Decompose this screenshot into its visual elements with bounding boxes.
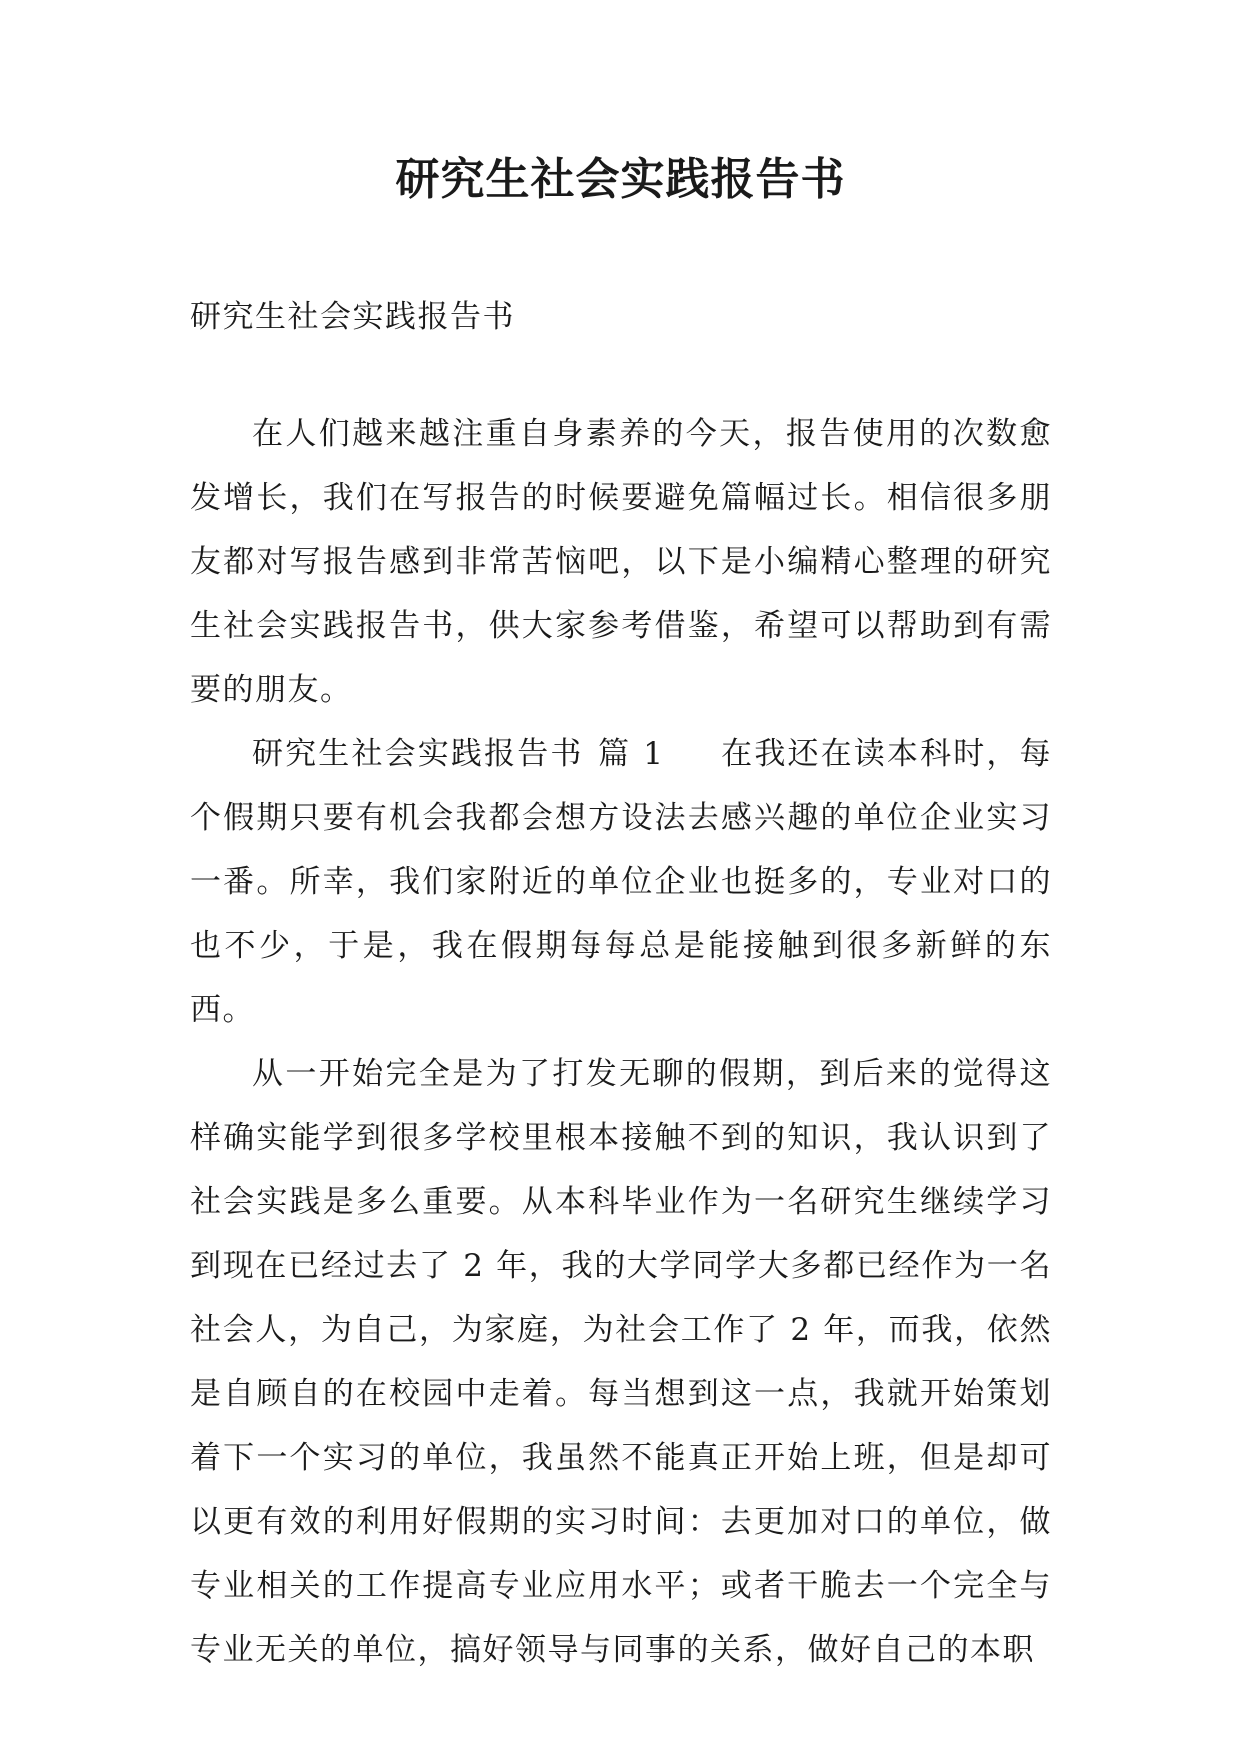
section1-text: 在我还在读本科时，每个假期只要有机会我都会想方设法去感兴趣的单位企业实习一番。所幸，我们家附近的单位企业也挺多的，专业对口的也不少，于是，我在假期每每总是能接触到很多新鲜的东西。 [190,736,1053,1028]
paragraph-3: 从一开始完全是为了打发无聊的假期，到后来的觉得这样确实能学到很多学校里根本接触不到的知识，我认识到了社会实践是多么重要。从本科毕业作为一名研究生继续学习到现在已经过去了 2 年，我的大学同学大多都已经作为一名社会人，为自己，为家庭，为社会工作了 2 年，而我，依然是自顾自的在校园中走着。每当想到这一点，我就开始策划着下一个实习的单位，我虽然不能真正开始上班，但是却可以更有效的利用好假期的实习时间：去更加对口的单位，做专业相关的工作提高专业应用水平；或者干脆去一个完全与专业无关的单位，搞好领导与同事的关系，做好自己的本职 [190,1056,1052,1668]
document-title: 研究生社会实践报告书 [395,154,846,205]
paragraph-intro: 在人们越来越注重自身素养的今天，报告使用的次数愈发增长，我们在写报告的时候要避免篇幅过长。相信很多朋友都对写报告感到非常苦恼吧，以下是小编精心整理的研究生社会实践报告书，供大家参考借鉴，希望可以帮助到有需要的朋友。 [190,416,1052,708]
paragraph-section1 [190,722,1052,1042]
document-body [190,402,1052,1682]
section1-heading: 研究生社会实践报告书 [252,736,584,772]
document-subtitle: 研究生社会实践报告书 [190,299,515,335]
section1-label: 篇 1 [597,736,665,772]
